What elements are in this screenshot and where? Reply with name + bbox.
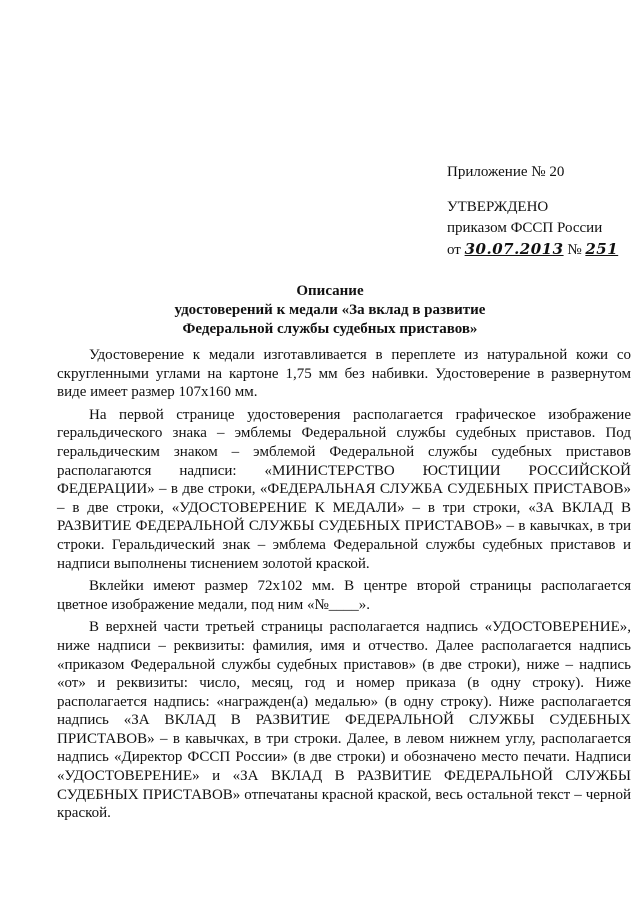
handwritten-number: 251 (585, 240, 619, 258)
number-label: № (567, 242, 582, 258)
document-title (60, 282, 600, 339)
paragraph: На первой странице удостоверения располагается графическое изображение геральдического знака – эмблемы Федеральной службы судебных приставов. Под геральдическим знаком – эмблемой Федеральной службы судебных приставов располагаются надписи: «МИНИСТЕРСТВО ЮСТИЦИИ РОССИЙСКОЙ ФЕДЕРАЦИИ» – в две строки, «ФЕДЕРАЛЬНАЯ СЛУЖБА СУДЕБНЫХ ПРИСТАВОВ» – в две строки, «УДОСТОВЕРЕНИЕ К МЕДАЛИ» – в три строки, «ЗА ВКЛАД В РАЗВИТИЕ ФЕДЕРАЛЬНОЙ СЛУЖБЫ СУДЕБНЫХ ПРИСТАВОВ» – в кавычках, в три строки. Геральдический знак – эмблема Федеральной службы судебных приставов и надписи выполнены тиснением золотой краской. (57, 406, 631, 572)
title-line-3: Федеральной службы судебных приставов» (182, 321, 478, 337)
from-label: от (447, 242, 461, 258)
order-date-line (447, 239, 632, 261)
document-body (57, 346, 631, 827)
paragraph: Удостоверение к медали изготавливается в переплете из натуральной кожи со скругленными углами на картоне 1,75 мм без набивки. Удостоверение в развернутом виде имеет размер 107х160 мм. (57, 347, 631, 401)
paragraph: Вклейки имеют размер 72х102 мм. В центре второй страницы располагается цветное изображение медали, под ним «№____». (57, 578, 631, 613)
paragraph: В верхней части третьей страницы располагается надпись «УДОСТОВЕРЕНИЕ», ниже надписи – реквизиты: фамилия, имя и отчество. Далее располагается надпись «приказом Федеральной службы судебных приставов» (в две строки), ниже – надпись «от» и реквизиты: число, месяц, год и номер приказа (в одну строку). Ниже располагается надпись: «награжден(а) медалью» (в одну строку). Ниже располагается надпись «ЗА ВКЛАД В РАЗВИТИЕ ФЕДЕРАЛЬНОЙ СЛУЖБЫ СУДЕБНЫХ ПРИСТАВОВ» – в кавычках, в три строки. Далее, в левом нижнем углу, располагается надпись «Директор ФССП России» (в две строки) и обозначено место печати. Надписи «УДОСТОВЕРЕНИЕ» и «ЗА ВКЛАД В РАЗВИТИЕ ФЕДЕРАЛЬНОЙ СЛУЖБЫ СУДЕБНЫХ ПРИСТАВОВ» отпечатаны красной краской, весь остальной текст – черной краской. (57, 619, 631, 822)
title-line-1: Описание (296, 283, 364, 299)
order-by-label: приказом ФССП России (447, 220, 603, 236)
approval-block (447, 162, 632, 261)
approved-label: УТВЕРЖДЕНО (447, 199, 549, 215)
appendix-number: Приложение № 20 (447, 164, 565, 180)
handwritten-date: 30.07.2013 (464, 240, 564, 258)
title-line-2: удостоверений к медали «За вклад в развитие (174, 302, 486, 318)
